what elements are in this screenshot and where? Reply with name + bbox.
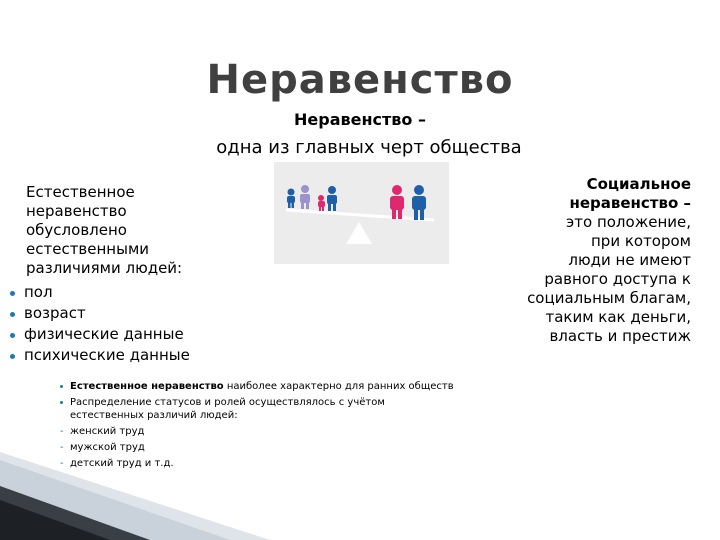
natural-differences-list bbox=[10, 282, 270, 366]
term-line: Социальное bbox=[586, 175, 691, 193]
definition-line: таким как деньги, bbox=[545, 308, 691, 326]
note-line: Распределение статусов и ролей осуществлялось с учётом bbox=[70, 397, 385, 408]
social-inequality-block bbox=[470, 175, 691, 346]
list-item: возраст bbox=[10, 303, 270, 324]
list-item: пол bbox=[10, 282, 270, 303]
intro-line: неравенство bbox=[26, 202, 127, 220]
page-title: Неравенство bbox=[206, 57, 514, 103]
person-icon bbox=[412, 185, 426, 220]
definition-line: социальным благам, bbox=[527, 289, 691, 307]
person-icon bbox=[390, 185, 404, 219]
definition-line: власть и престиж bbox=[549, 327, 691, 345]
natural-inequality-intro bbox=[10, 183, 270, 278]
definition-line: люди не имеют bbox=[568, 251, 691, 269]
note-bold: Естественное неравенство bbox=[70, 381, 224, 392]
dash-item: - детский труд и т.д. bbox=[58, 457, 578, 470]
list-item bbox=[58, 380, 578, 393]
dash-item: - женский труд bbox=[58, 425, 578, 438]
definition-term: Неравенство – bbox=[294, 110, 426, 129]
definition-line: при котором bbox=[590, 232, 691, 250]
scale-beam bbox=[286, 210, 434, 220]
definition-line: это положение, bbox=[566, 213, 691, 231]
scale-fulcrum bbox=[346, 222, 372, 244]
scale-image bbox=[274, 162, 449, 264]
person-icon bbox=[287, 189, 295, 209]
intro-line: различиями людей: bbox=[26, 259, 183, 277]
scale-illustration bbox=[274, 162, 449, 264]
natural-inequality-block bbox=[10, 183, 270, 366]
intro-line: Естественное bbox=[26, 183, 135, 201]
person-icon bbox=[300, 185, 310, 209]
definition-text: одна из главных черт общества bbox=[216, 137, 522, 158]
intro-line: обусловлено bbox=[26, 221, 127, 239]
note-line: естественных различий людей: bbox=[70, 410, 238, 421]
definition-line: равного доступа к bbox=[544, 270, 691, 288]
note-text: наиболее характерно для ранних обществ bbox=[223, 381, 454, 392]
list-item: психические данные bbox=[10, 345, 270, 366]
corner-decoration bbox=[0, 440, 720, 540]
person-icon bbox=[327, 186, 337, 211]
list-item bbox=[58, 396, 578, 422]
intro-line: естественными bbox=[26, 240, 150, 258]
list-item: физические данные bbox=[10, 324, 270, 345]
dash-item: - мужской труд bbox=[58, 441, 578, 454]
person-icon bbox=[318, 195, 325, 211]
term-line: неравенство – bbox=[569, 194, 691, 212]
